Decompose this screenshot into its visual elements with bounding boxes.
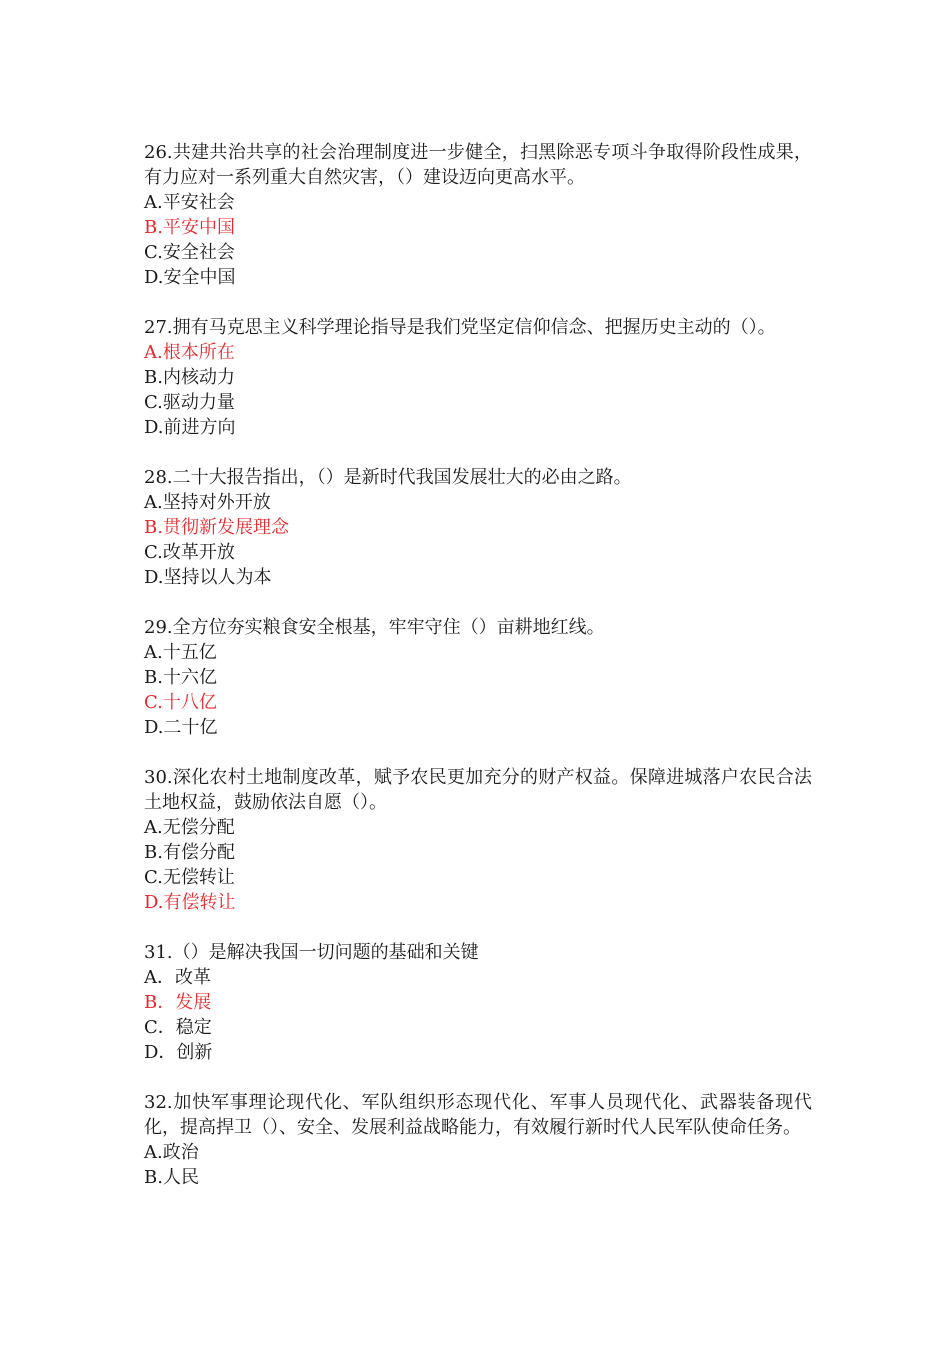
correct-answer-option: A.根本所在 (144, 342, 235, 363)
question-text: 29.全方位夯实粮食安全根基，牢牢守住（）亩耕地红线。 (144, 617, 605, 638)
answer-option: A.十五亿 (144, 642, 217, 663)
answer-option: B.有偿分配 (144, 842, 235, 863)
question-text: 27.拥有马克思主义科学理论指导是我们党坚定信仰信念、把握历史主动的（）。 (144, 317, 776, 338)
correct-answer-option: B.平安中国 (144, 217, 235, 238)
answer-option: D.前进方向 (144, 417, 236, 438)
question-text: 31.（）是解决我国一切问题的基础和关键 (144, 942, 479, 963)
question-29 (144, 615, 812, 740)
question-text: 32.加快军事理论现代化、军队组织形态现代化、军事人员现代化、武器装备现代化，提高捍卫（）、安全、发展利益战略能力，有效履行新时代人民军队使命任务。 (144, 1092, 812, 1138)
answer-option: B.人民 (144, 1167, 199, 1188)
answer-option: D.坚持以人为本 (144, 567, 272, 588)
answer-option: A.坚持对外开放 (144, 492, 271, 513)
question-30 (144, 765, 812, 915)
question-27 (144, 315, 812, 440)
correct-answer-option: C.十八亿 (144, 692, 217, 713)
answer-option: C.安全社会 (144, 242, 235, 263)
question-26 (144, 140, 812, 290)
question-28 (144, 465, 812, 590)
correct-answer-option: D.有偿转让 (144, 892, 236, 913)
question-text: 28.二十大报告指出，（）是新时代我国发展壮大的必由之路。 (144, 467, 632, 488)
answer-option: D．创新 (144, 1042, 213, 1063)
question-31 (144, 940, 812, 1065)
answer-option: C．稳定 (144, 1017, 212, 1038)
correct-answer-option: B.贯彻新发展理念 (144, 517, 289, 538)
question-32 (144, 1090, 812, 1190)
question-text: 30.深化农村土地制度改革，赋予农民更加充分的财产权益。保障进城落户农民合法土地权益，鼓励依法自愿（）。 (144, 767, 812, 813)
answer-option: A.无偿分配 (144, 817, 235, 838)
answer-option: A．改革 (144, 967, 211, 988)
answer-option: D.二十亿 (144, 717, 218, 738)
answer-option: C.无偿转让 (144, 867, 235, 888)
question-list (144, 140, 812, 1215)
answer-option: B.十六亿 (144, 667, 217, 688)
answer-option: B.内核动力 (144, 367, 235, 388)
answer-option: C.驱动力量 (144, 392, 235, 413)
answer-option: A.政治 (144, 1142, 199, 1163)
question-text: 26.共建共治共享的社会治理制度进一步健全，扫黑除恶专项斗争取得阶段性成果，有力应对一系列重大自然灾害，（）建设迈向更高水平。 (144, 142, 812, 188)
correct-answer-option: B．发展 (144, 992, 212, 1013)
answer-option: A.平安社会 (144, 192, 235, 213)
answer-option: D.安全中国 (144, 267, 236, 288)
answer-option: C.改革开放 (144, 542, 235, 563)
